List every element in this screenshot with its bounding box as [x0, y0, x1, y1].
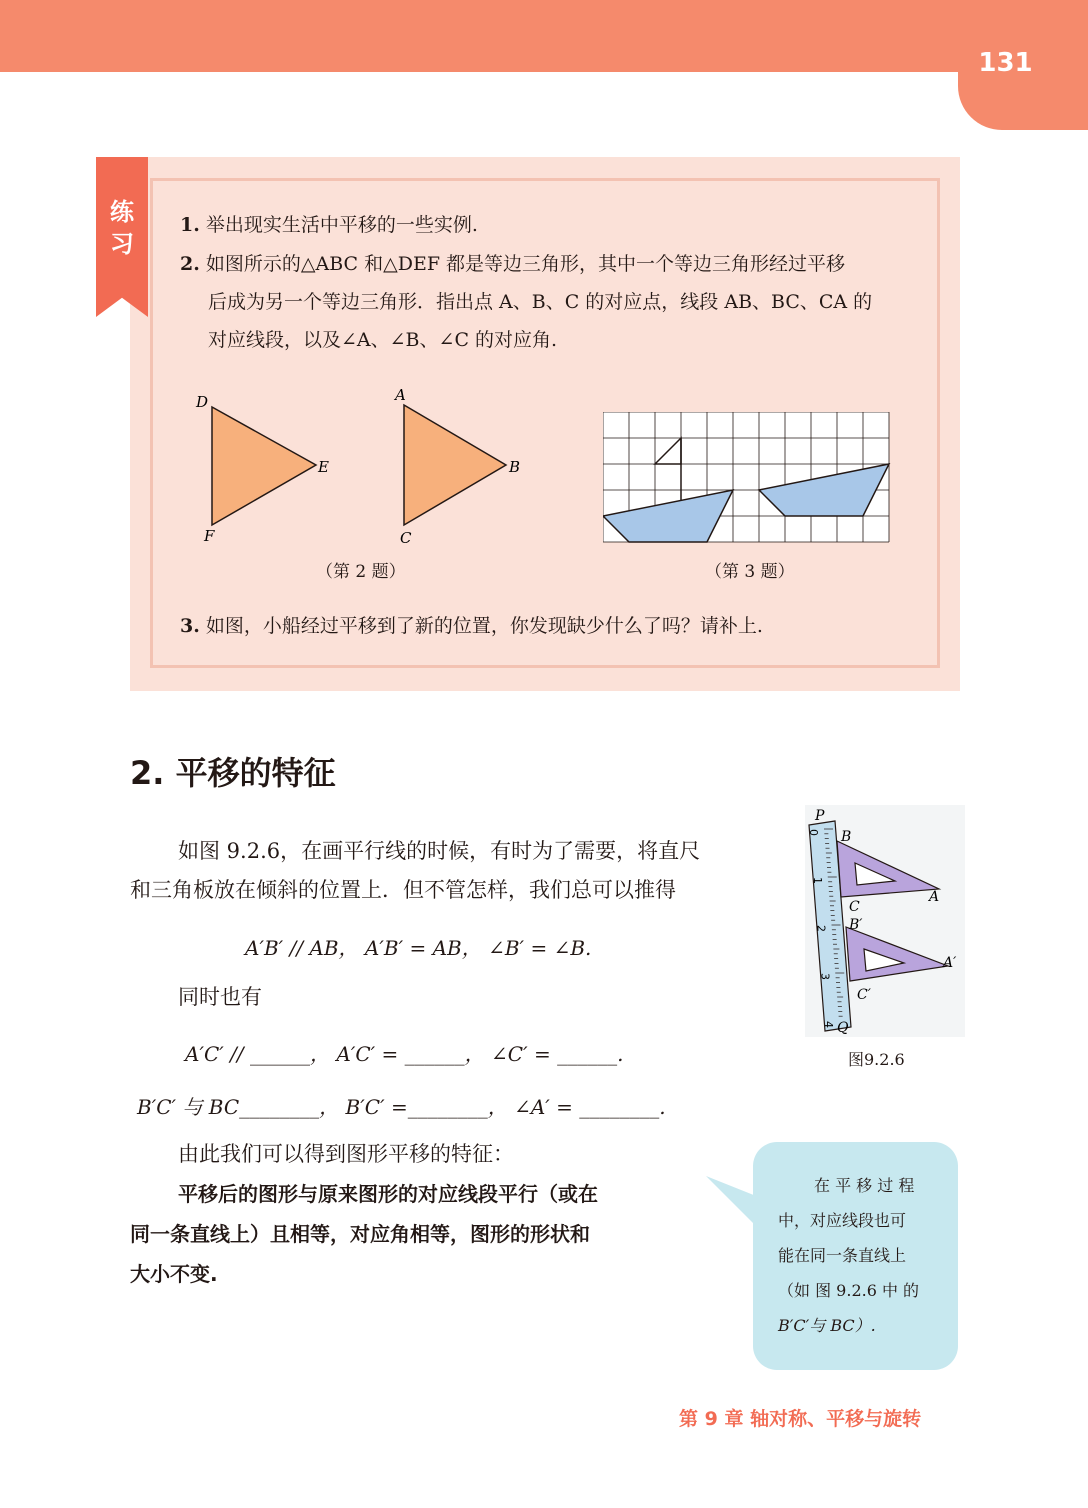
triangles-figure: [190, 385, 530, 555]
triangle-def: [212, 407, 316, 525]
ruler-tick-label: 1: [810, 877, 824, 884]
label-b: B: [841, 829, 852, 845]
boat-grid-figure: [603, 412, 893, 546]
ruler-tick-label: 2: [814, 925, 828, 932]
page-number: 131: [978, 48, 1033, 78]
q3-text: 如图，小船经过平移到了新的位置，你发现缺少什么了吗？请补上.: [205, 615, 763, 637]
formula-1: A′B′ // AB， A′B′ = AB， ∠B′ = ∠B.: [245, 936, 592, 960]
label-q: Q: [837, 1020, 849, 1036]
formula-2: A′C′ // ______， A′C′ = ______， ∠C′ = ______.: [185, 1042, 624, 1066]
ruler-tick-label: 3: [818, 973, 832, 980]
label-a-prime: A′: [943, 955, 957, 971]
fig2-caption: （第 2 题）: [316, 562, 406, 582]
note-line5: B′C′与 BC）.: [778, 1316, 876, 1335]
triangle-abc: [404, 405, 506, 525]
label-p: P: [815, 808, 825, 824]
label-a: A: [395, 386, 406, 404]
section-title: 2. 平移的特征: [130, 754, 336, 792]
rule-line3: 大小不变.: [130, 1262, 218, 1286]
q3-number: 3.: [180, 615, 200, 637]
question-1: [180, 214, 478, 236]
label-e: E: [318, 458, 329, 476]
rule-line1: 平移后的图形与原来图形的对应线段平行（或在: [178, 1182, 598, 1206]
paragraph-3: 由此我们可以得到图形平移的特征：: [178, 1142, 514, 1166]
q1-number: 1.: [180, 214, 200, 236]
note-line3: 能在同一条直线上: [778, 1246, 907, 1265]
paragraph-1-line2: 和三角板放在倾斜的位置上．但不管怎样，我们总可以推得: [130, 878, 676, 902]
ruler-tick-label: 0: [807, 829, 820, 836]
label-f: F: [204, 527, 215, 545]
rule-line2: 同一条直线上）且相等，对应角相等，图形的形状和: [130, 1222, 590, 1246]
question-3: [180, 615, 763, 637]
label-c: C: [849, 899, 860, 915]
label-d: D: [196, 393, 209, 411]
ruler-set-square-figure: [805, 805, 965, 1037]
ruler-tick-label: 4: [822, 1021, 835, 1028]
note-line1: 在 平 移 过 程: [814, 1176, 915, 1195]
q2-line1: 如图所示的△ABC 和△DEF 都是等边三角形，其中一个等边三角形经过平移: [205, 253, 846, 275]
note-line4: （如 图 9.2.6 中 的: [778, 1281, 920, 1300]
question-2: [180, 253, 845, 275]
formula-3: B′C′ 与 BC________， B′C′ =________， ∠A′ = ________.: [137, 1095, 666, 1119]
paragraph-2: 同时也有: [178, 985, 262, 1009]
fig3-caption: （第 3 题）: [705, 562, 795, 582]
chapter-footer: 第 9 章 轴对称、平移与旋转: [679, 1408, 922, 1430]
q1-text: 举出现实生活中平移的一些实例.: [205, 214, 478, 236]
note-line2: 中，对应线段也可: [778, 1211, 907, 1230]
q2-line3: 对应线段，以及∠A、∠B、∠C 的对应角.: [208, 329, 558, 351]
paragraph-1-line1: 如图 9.2.6，在画平行线的时候，有时为了需要，将直尺: [178, 839, 701, 863]
exercise-tab-label: 练 习: [110, 198, 134, 258]
header-bar: [0, 0, 1088, 72]
q2-number: 2.: [180, 253, 200, 275]
label-b: B: [509, 458, 521, 476]
label-c-prime: C′: [857, 987, 871, 1003]
label-c: C: [400, 529, 412, 547]
label-b-prime: B′: [849, 917, 863, 933]
q2-line2: 后成为另一个等边三角形．指出点 A、B、C 的对应点，线段 AB、BC、CA 的: [208, 291, 873, 313]
label-a: A: [929, 889, 940, 905]
figure-caption: 图9.2.6: [848, 1050, 905, 1069]
